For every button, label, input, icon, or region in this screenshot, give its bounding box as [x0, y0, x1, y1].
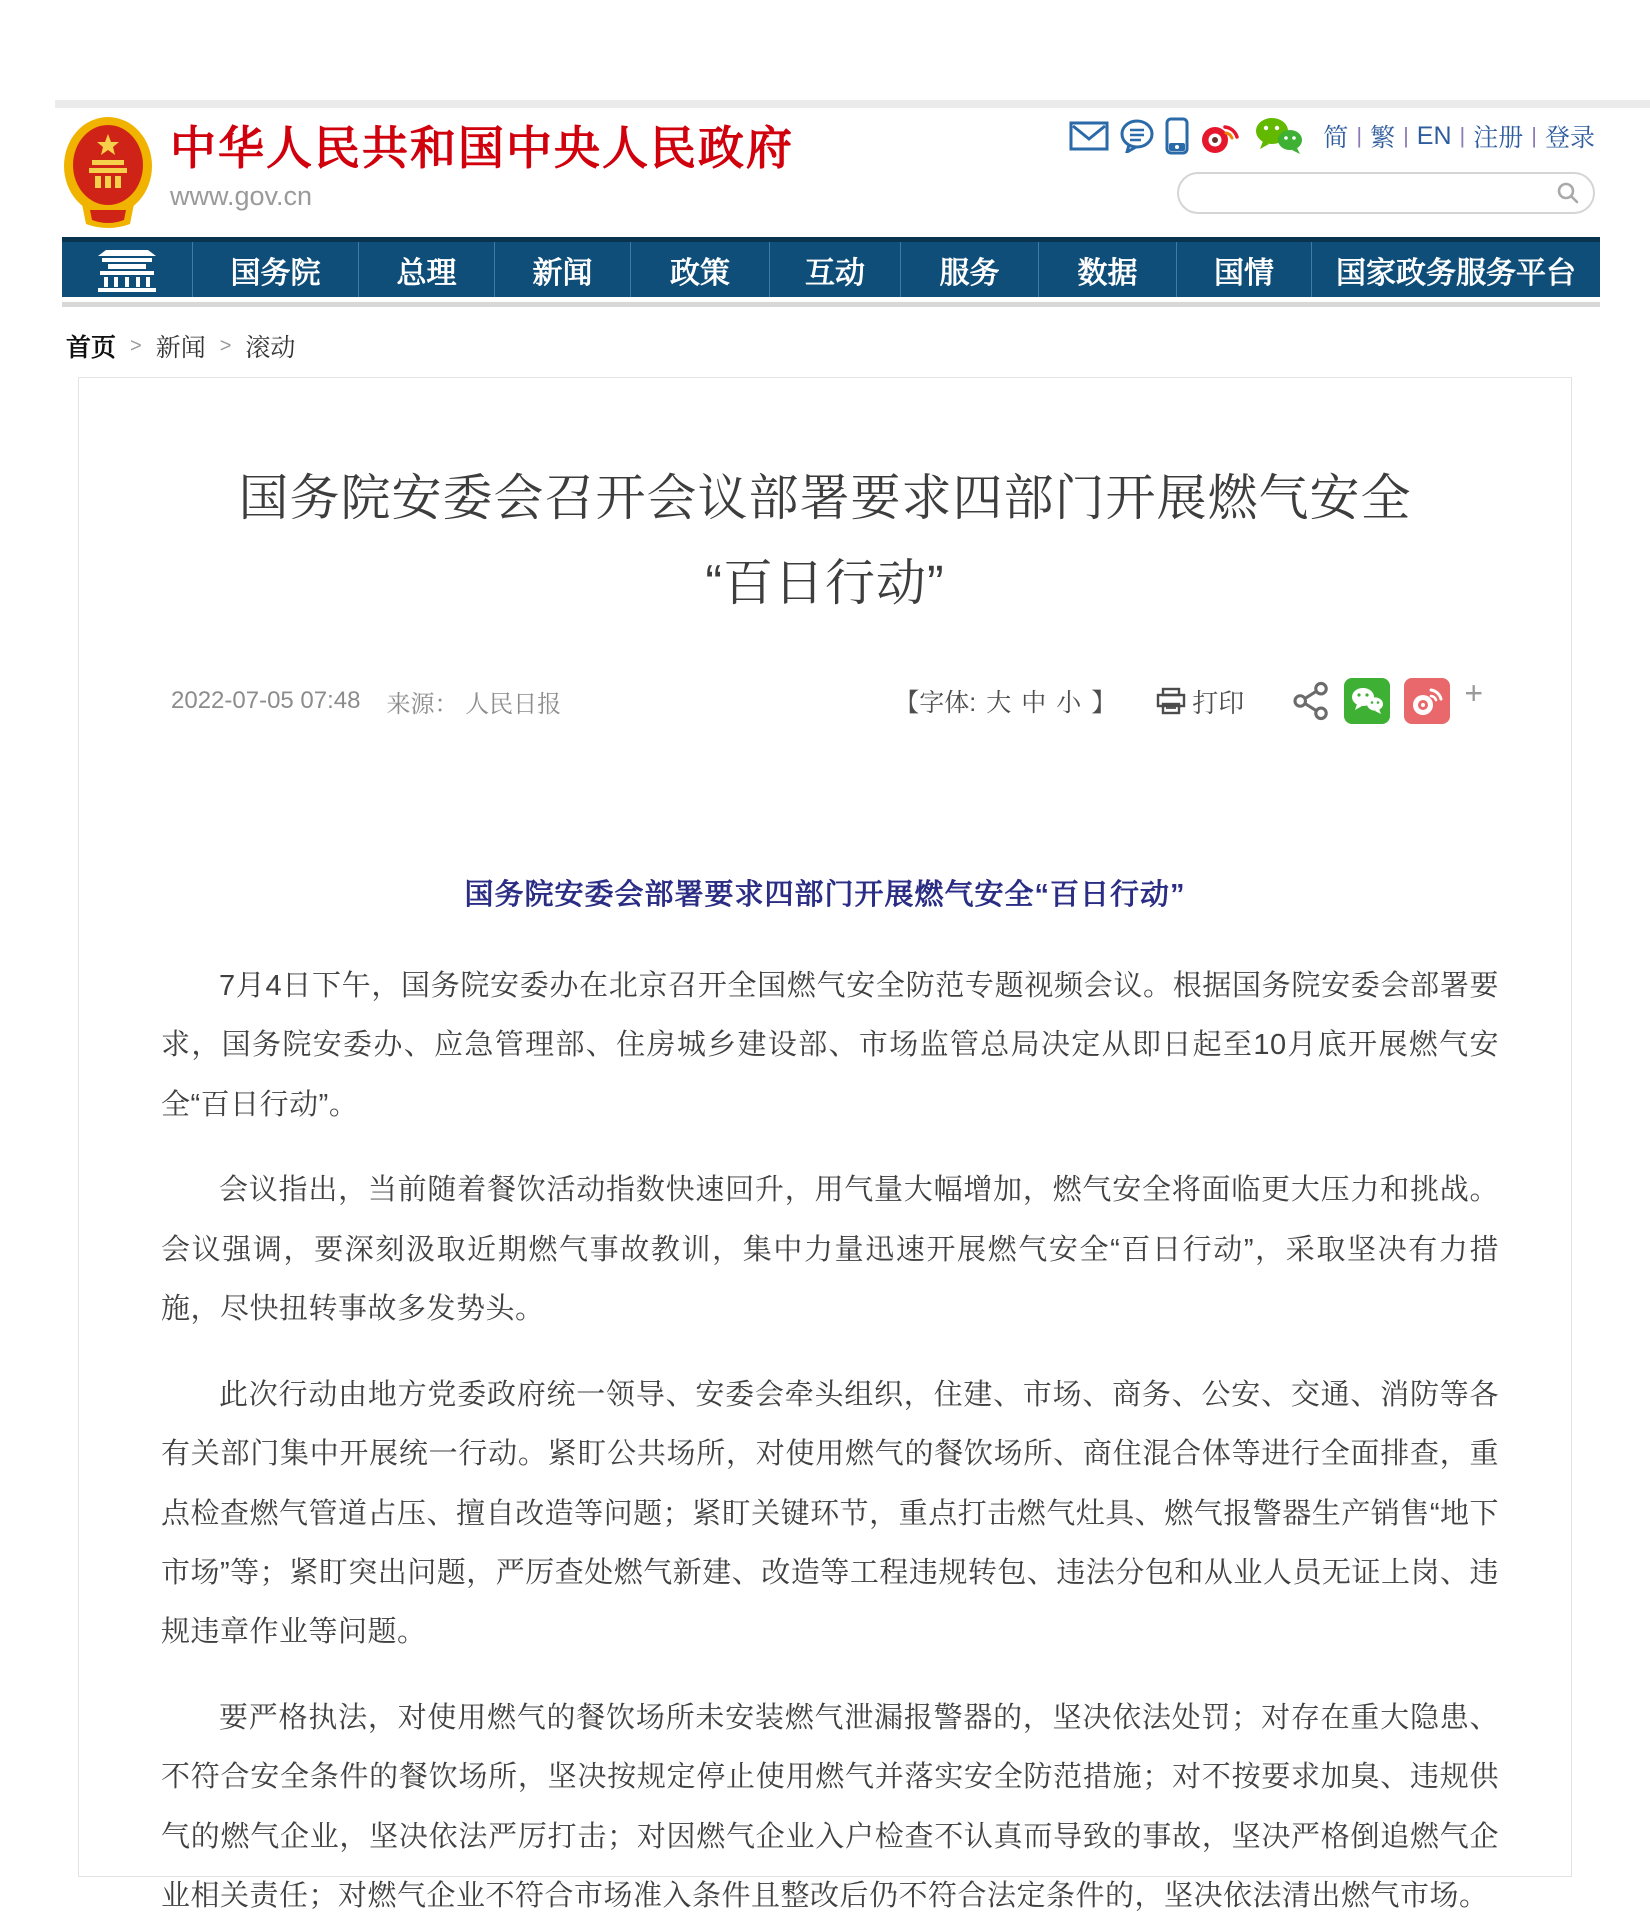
link-separator: | — [1531, 123, 1537, 148]
national-emblem-logo — [62, 116, 154, 228]
font-size-large-button[interactable]: 大 — [986, 689, 1012, 717]
font-size-prefix: 【字体: — [894, 689, 977, 717]
breadcrumb-separator: > — [219, 334, 232, 357]
link-traditional[interactable]: 繁 — [1370, 124, 1396, 152]
breadcrumb-news[interactable]: 新闻 — [155, 334, 206, 362]
breadcrumb-rolling[interactable]: 滚动 — [245, 334, 296, 362]
site-brand[interactable] — [62, 108, 794, 228]
link-separator: | — [1459, 123, 1466, 148]
article-title-line1: 国务院安委会召开会议部署要求四部门开展燃气安全 — [238, 470, 1412, 526]
article-date: 2022-07-05 07:48 — [171, 687, 361, 714]
print-button[interactable] — [1156, 683, 1244, 720]
share-group — [1292, 675, 1483, 724]
link-simplified[interactable]: 简 — [1323, 124, 1349, 152]
wechat-share-button[interactable] — [1344, 678, 1390, 724]
article-subtitle: 国务院安委会部署要求四部门开展燃气安全“百日行动” — [464, 879, 1186, 911]
article-source: 来源： 人民日报 — [386, 690, 562, 718]
weibo-share-button[interactable] — [1404, 678, 1450, 724]
article-container — [78, 377, 1572, 1913]
share-icon[interactable] — [1292, 681, 1330, 721]
font-size-controls — [894, 683, 1116, 719]
link-separator: | — [1356, 123, 1363, 148]
article-paragraph: 会议指出，当前随着餐饮活动指数快速回升，用气量大幅增加，燃气安全将面临更大压力和挑战。会议强调，要深刻汲取近期燃气事故教训，集中力量迅速开展燃气安全“百日行动”，采取坚决有力措施，尽快扭转事故多发势头。 — [161, 1174, 1499, 1326]
nav-home-tiananmen-icon[interactable] — [62, 242, 192, 297]
site-url: www.gov.cn — [170, 180, 313, 211]
nav-item-state-council[interactable]: 国务院 — [192, 242, 358, 297]
breadcrumb-home[interactable]: 首页 — [66, 334, 117, 362]
more-share-button[interactable]: + — [1464, 675, 1483, 711]
article-body — [79, 913, 1571, 1927]
site-header — [62, 108, 1595, 228]
article-paragraph: 要严格执法，对使用燃气的餐饮场所未安装燃气泄漏报警器的，坚决依法处罚；对存在重大隐患、不符合安全条件的餐饮场所，坚决按规定停止使用燃气并落实安全防范措施；对不按要求加臭、违规供气的燃气企业，坚决依法严厉打击；对因燃气企业入户检查不认真而导致的事故，坚决严格倒追燃气企业相关责任；对燃气企业不符合市场准入条件且整改后仍不符合法定条件的，坚决依法清出燃气市场。 — [161, 1701, 1499, 1913]
font-size-suffix: 】 — [1091, 689, 1117, 717]
weibo-icon[interactable] — [1199, 117, 1243, 155]
nav-item-data[interactable]: 数据 — [1038, 242, 1176, 297]
article-meta-row — [79, 626, 1571, 724]
message-bubble-icon[interactable] — [1119, 119, 1155, 153]
nav-bottom-strip — [62, 302, 1600, 307]
article-title-line2: “百日行动” — [705, 555, 945, 611]
breadcrumb-separator: > — [130, 334, 142, 357]
weibo-share-icon — [1410, 685, 1444, 717]
nav-item-national-conditions[interactable]: 国情 — [1176, 242, 1311, 297]
search-input[interactable] — [1197, 182, 1555, 205]
nav-item-news[interactable]: 新闻 — [494, 242, 630, 297]
link-register[interactable]: 注册 — [1473, 124, 1524, 152]
wechat-share-icon — [1350, 686, 1384, 716]
nav-item-interaction[interactable]: 互动 — [769, 242, 900, 297]
search-icon[interactable] — [1555, 180, 1581, 206]
breadcrumb — [66, 328, 295, 364]
wechat-icon[interactable] — [1253, 116, 1305, 156]
article-paragraph: 此次行动由地方党委政府统一领导、安委会牵头组织，住建、市场、商务、公安、交通、消防等各有关部门集中开展统一行动。紧盯公共场所，对使用燃气的餐饮场所、商住混合体等进行全面排查，重点检查燃气管道占压、擅自改造等问题；紧盯关键环节，重点打击燃气灶具、燃气报警器生产销售“地下市场”等；紧盯突出问题，严厉查处燃气新建、改造等工程违规转包、违法分包和从业人员无证上岗、违规违章作业等问题。 — [161, 1378, 1499, 1649]
nav-item-services[interactable]: 服务 — [900, 242, 1038, 297]
tiananmen-icon — [90, 247, 164, 293]
main-nav — [62, 237, 1600, 297]
nav-item-premier[interactable]: 总理 — [358, 242, 494, 297]
font-size-medium-button[interactable]: 中 — [1021, 689, 1047, 717]
link-separator: | — [1403, 123, 1409, 148]
mail-icon[interactable] — [1069, 120, 1109, 152]
link-english[interactable]: EN — [1416, 121, 1452, 150]
printer-icon — [1156, 687, 1186, 715]
nav-item-gov-service-platform[interactable]: 国家政务服务平台 — [1311, 242, 1600, 297]
nav-item-policy[interactable]: 政策 — [630, 242, 769, 297]
language-account-links — [1323, 118, 1595, 154]
article-title — [79, 378, 1571, 626]
article-paragraph: 7月4日下午，国务院安委办在北京召开全国燃气安全防范专题视频会议。根据国务院安委会部署要求，国务院安委办、应急管理部、住房城乡建设部、市场监管总局决定从即日起至10月底开展燃气安全“百日行动”。 — [161, 970, 1499, 1121]
site-title: 中华人民共和国中央人民政府 — [170, 122, 794, 174]
search-box[interactable] — [1177, 172, 1595, 214]
header-top-strip — [55, 100, 1650, 108]
mobile-icon[interactable] — [1165, 117, 1189, 155]
font-size-small-button[interactable]: 小 — [1056, 689, 1082, 717]
print-label: 打印 — [1192, 687, 1245, 718]
link-login[interactable]: 登录 — [1544, 124, 1595, 152]
